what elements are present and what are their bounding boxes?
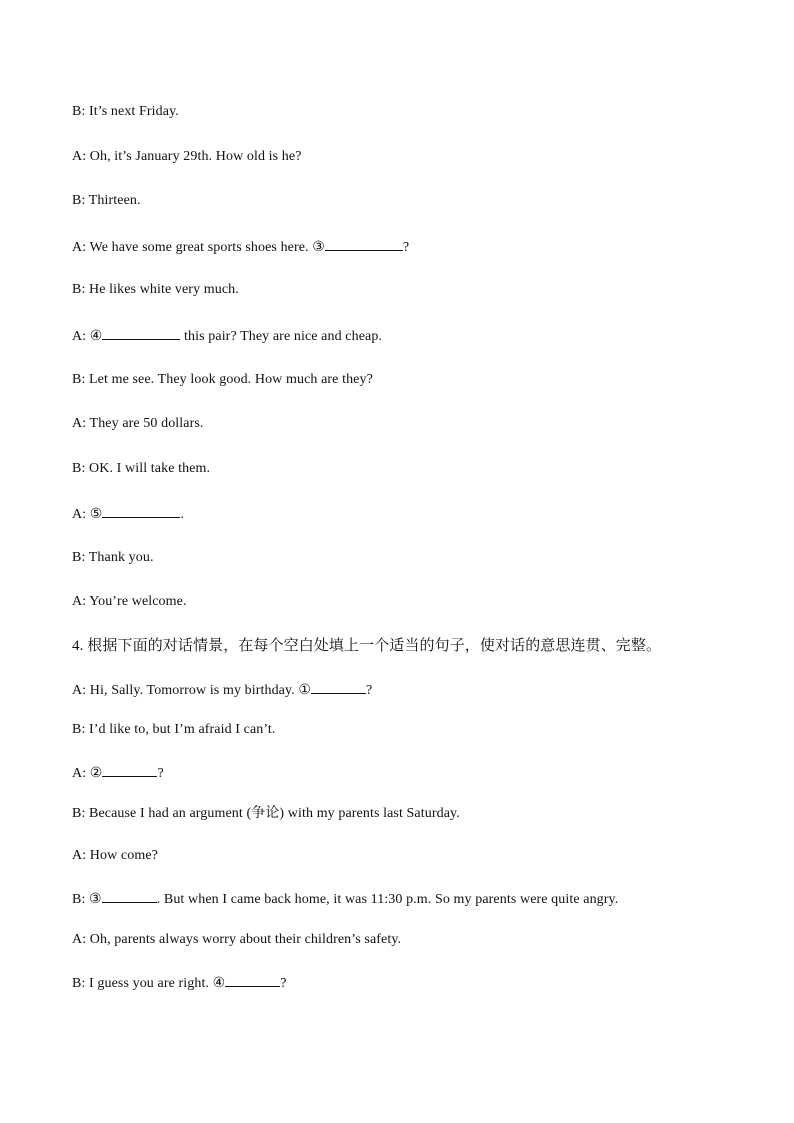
dialogue-line-with-blank: A: ⑤ . [72, 504, 184, 524]
answer-blank-2[interactable] [102, 763, 157, 777]
dialogue-line-with-blank: B: I guess you are right. ④ ? [72, 973, 287, 993]
dialogue-line-with-blank: A: We have some great sports shoes here. ③ ? [72, 237, 409, 257]
dialogue-line: B: He likes white very much. [72, 282, 239, 297]
answer-blank-5[interactable] [102, 504, 180, 518]
answer-blank-4b[interactable] [225, 973, 280, 987]
dialogue-line: B: Thank you. [72, 550, 154, 565]
dialogue-line-with-blank: A: ④ this pair? They are nice and cheap. [72, 326, 382, 346]
dialogue-line: B: Thirteen. [72, 193, 141, 208]
dialogue-line: B: Let me see. They look good. How much are they? [72, 372, 373, 387]
dialogue-line: B: OK. I will take them. [72, 461, 211, 476]
answer-blank-3b[interactable] [102, 889, 157, 903]
question-heading: 4. 根据下面的对话情景，在每个空白处填上一个适当的句子，使对话的意思连贯、完整。 [72, 638, 662, 654]
dialogue-line: A: You’re welcome. [72, 594, 187, 609]
answer-blank-3[interactable] [325, 237, 403, 251]
dialogue-line: A: They are 50 dollars. [72, 416, 204, 431]
dialogue-line-with-blank: B: ③ . But when I came back home, it was 11:30 p.m. So my parents were quite angry. [72, 889, 618, 909]
dialogue-line: B: It’s next Friday. [72, 104, 179, 119]
dialogue-line: B: I’d like to, but I’m afraid I can’t. [72, 722, 276, 737]
dialogue-line-with-blank: A: Hi, Sally. Tomorrow is my birthday. ① ? [72, 680, 372, 700]
dialogue-line: A: How come? [72, 848, 158, 863]
dialogue-line: A: Oh, parents always worry about their children’s safety. [72, 932, 402, 947]
dialogue-line: A: Oh, it’s January 29th. How old is he? [72, 149, 302, 164]
answer-blank-4[interactable] [102, 326, 180, 340]
answer-blank-1[interactable] [311, 680, 366, 694]
dialogue-line-with-blank: A: ② ? [72, 763, 164, 783]
dialogue-line: B: Because I had an argument (争论) with my parents last Saturday. [72, 806, 460, 821]
